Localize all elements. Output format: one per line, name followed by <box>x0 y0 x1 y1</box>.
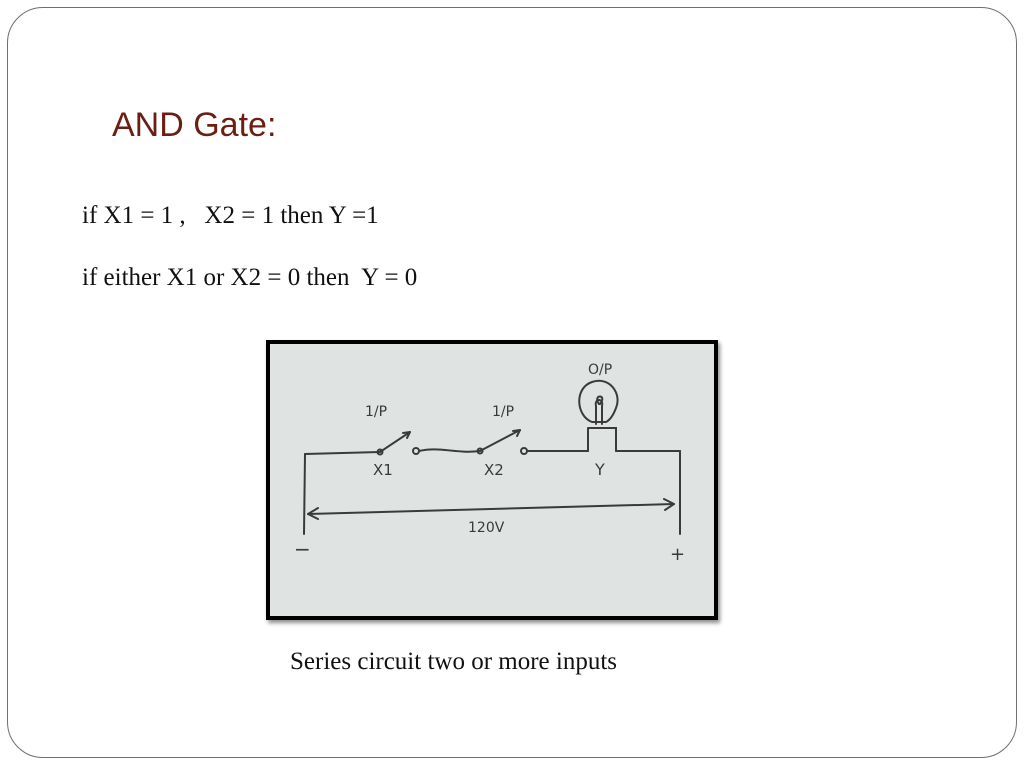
wire-middle <box>419 449 480 451</box>
figure-caption: Series circuit two or more inputs <box>290 648 618 675</box>
input-1-label: 1/P <box>365 404 388 420</box>
input-2-label: 1/P <box>492 404 515 420</box>
output-y-label: Y <box>595 460 605 479</box>
switch-2-label: X2 <box>484 461 504 479</box>
wire-left <box>305 452 380 454</box>
minus-terminal: − <box>294 537 311 561</box>
output-label: O/P <box>588 362 613 378</box>
circuit-drawing <box>270 344 714 616</box>
switch-1-blade <box>380 432 410 452</box>
rule-line-2: if either X1 or X2 = 0 then Y = 0 <box>82 264 418 291</box>
voltage-label: 120V <box>468 520 505 536</box>
voltage-arrow <box>308 504 674 514</box>
rule-line-1: if X1 = 1 , X2 = 1 then Y =1 <box>82 202 379 229</box>
left-rail <box>304 454 305 534</box>
plus-terminal: + <box>670 544 686 565</box>
slide-title: AND Gate: <box>112 106 277 144</box>
switch-1-label: X1 <box>373 461 393 479</box>
switch-2-blade <box>480 430 520 451</box>
circuit-sketch <box>266 340 718 620</box>
